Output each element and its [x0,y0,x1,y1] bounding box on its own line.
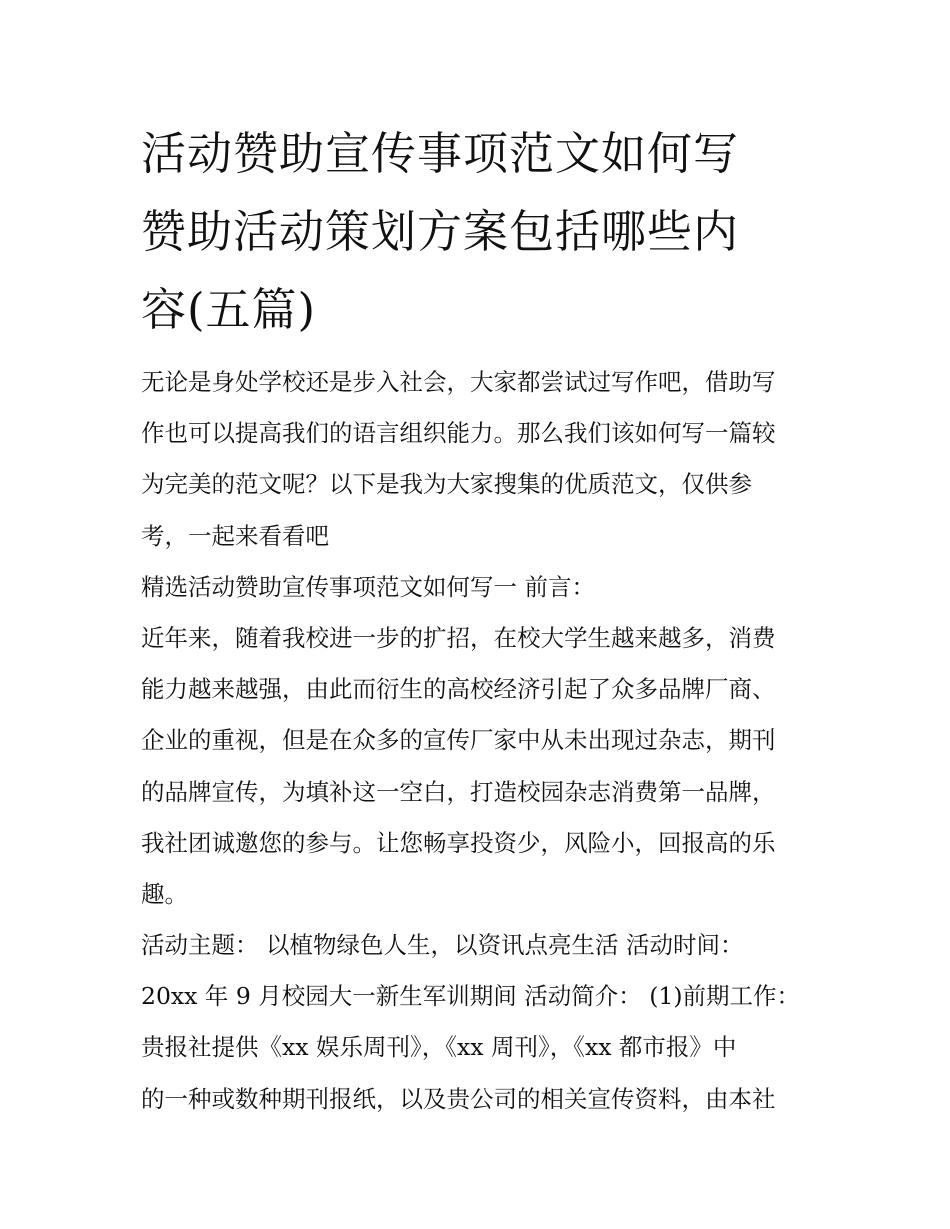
document-body [141,357,831,1125]
paragraph-line: 趣。 [141,879,188,908]
intro-line: 考，一起来看看吧 [141,521,329,550]
document-title [141,115,821,349]
paragraph-line: 企业的重视，但是在众多的宣传厂家中从未出现过杂志，期刊 [141,726,776,755]
paragraph-line: 贵报社提供《xx 娱乐周刊》，《xx 周刊》，《xx 都市报》中 [141,1033,737,1062]
title-line: 活动赞助宣传事项范文如何写 [141,127,740,180]
paragraph-line: 的品牌宣传，为填补这一空白，打造校园杂志消费第一品牌， [141,777,776,806]
paragraph-line: 的一种或数种期刊报纸，以及贵公司的相关宣传资料，由本社 [141,1084,776,1113]
title-line: 赞助活动策划方案包括哪些内 [141,205,740,258]
activity-theme-line: 活动主题： 以植物绿色人生，以资讯点亮生活 活动时间： [141,931,744,960]
intro-line: 无论是身处学校还是步入社会，大家都尝试过写作吧，借助写 [141,368,776,396]
activity-time-line: 20xx 年 9 月校园大一新生军训期间 活动简介： (1)前期工作： [141,982,800,1011]
section-heading: 精选活动赞助宣传事项范文如何写一 前言： [141,572,595,601]
paragraph-line: 近年来，随着我校进一步的扩招，在校大学生越来越多，消费 [141,623,776,652]
paragraph-line: 我社团诚邀您的参与。让您畅享投资少，风险小，回报高的乐 [141,828,776,857]
paragraph-line: 能力越来越强，由此而衍生的高校经济引起了众多品牌厂商、 [141,675,776,704]
intro-line: 为完美的范文呢？以下是我为大家搜集的优质范文，仅供参 [141,470,752,499]
intro-line: 作也可以提高我们的语言组织能力。那么我们该如何写一篇较 [141,419,776,448]
title-line: 容(五篇) [141,283,317,336]
